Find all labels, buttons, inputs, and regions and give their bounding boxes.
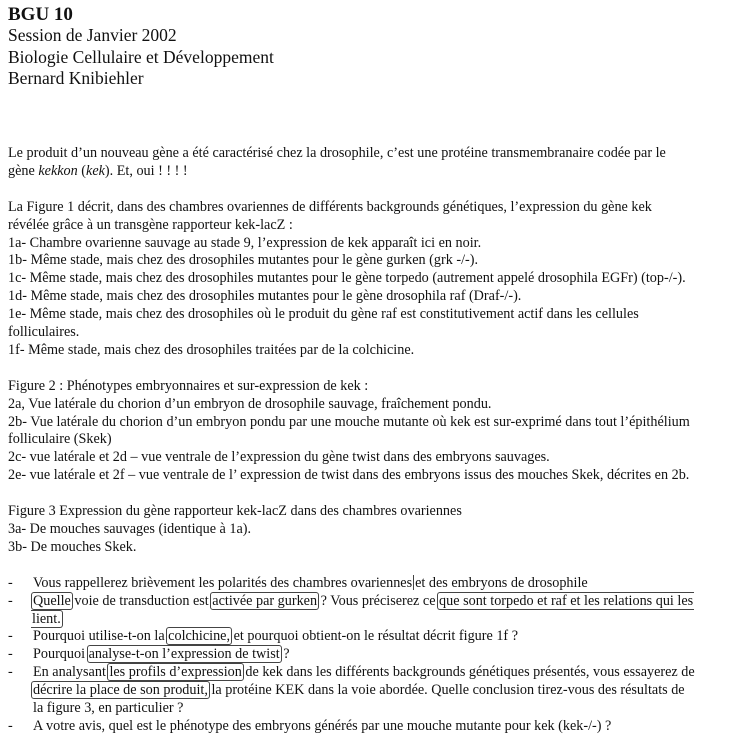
figure-line: 1e- Même stade, mais chez des drosophiles où le produit du gène raf est constitutivement actif dans les cellules [8, 306, 639, 323]
figure-line: 3a- De mouches sauvages (identique à 1a). [8, 520, 252, 537]
figure-line: 2c- vue latérale et 2d – vue ventrale de l’expression du gène twist dans des embryons sauvages. [8, 449, 550, 466]
figure-line: 1f- Même stade, mais chez des drosophiles traitées par de la colchicine. [8, 341, 415, 358]
bullet-dash: - [8, 717, 13, 734]
figure-line: 1c- Même stade, mais chez des drosophiles mutantes pour le gène torpedo (autrement appelé drosophila EGFr) (top-/-). [8, 270, 686, 287]
handwritten-highlight: Quelle [33, 592, 71, 609]
figure-line: 3b- De mouches Skek. [8, 538, 137, 555]
figure-line: 1d- Même stade, mais chez des drosophiles mutantes pour le gène drosophila raf (Draf-/-). [8, 288, 522, 305]
figure-line: révélée grâce à un transgène rapporteur kek-lacZ : [8, 216, 293, 233]
document-header [8, 4, 274, 90]
handwritten-highlight: les profils d’expression [109, 664, 242, 681]
subject-title: Biologie Cellulaire et Développement [8, 46, 274, 67]
author-name: Bernard Knibiehler [8, 68, 144, 88]
bullet-dash: - [8, 574, 13, 591]
bullet-dash: - [8, 646, 13, 663]
question-item: - A votre avis, quel est le phénotype des embryons générés par une mouche mutante pour kek (kek-/-) ? [8, 717, 612, 734]
figure-line: folliculaires. [8, 324, 80, 341]
handwritten-mark [413, 575, 414, 590]
question-item: - Quelle voie de transduction est activée par gurken ? Vous préciserez ce que sont torpedo et raf et les relations qui les [8, 592, 694, 609]
bullet-dash: - [8, 664, 13, 681]
handwritten-highlight: lient. [32, 610, 61, 627]
gene-abbreviation: kek [86, 162, 105, 179]
figure-1-description [8, 199, 746, 360]
handwritten-highlight: décrire la place de son produit, [33, 682, 208, 699]
figure-3-description [8, 503, 746, 557]
figure-2-description [8, 378, 746, 485]
bullet-dash: - [8, 628, 13, 645]
intro-line: gène kekkon (kek). Et, oui ! ! ! ! [8, 162, 188, 179]
question-continuation: décrire la place de son produit, la protéine KEK dans la voie abordée. Quelle conclusion tirez-vous des résultats de [33, 682, 685, 699]
handwritten-highlight: colchicine, [168, 628, 231, 645]
figure-line: La Figure 1 décrit, dans des chambres ovariennes de différents backgrounds génétiques, l’expression du gène kek [8, 198, 652, 215]
exam-body [8, 145, 746, 736]
bullet-dash: - [8, 592, 13, 609]
figure-line: 2e- vue latérale et 2f – vue ventrale de l’ expression de twist dans des embryons issus des mouches Skek, décrites en 2b. [8, 467, 690, 484]
questions-list [8, 575, 746, 736]
figure-line: folliculaire (Skek) [8, 431, 112, 448]
figure-line: Figure 2 : Phénotypes embryonnaires et sur-expression de kek : [8, 377, 369, 394]
question-item: - Pourquoi analyse-t-on l’expression de twist ? [8, 646, 290, 663]
gene-name: kekkon [38, 162, 78, 179]
intro-line: Le produit d’un nouveau gène a été caractérisé chez la drosophile, c’est une protéine transmembranaire codée par le [8, 145, 666, 161]
figure-line: 2a, Vue latérale du chorion d’un embryon de drosophile sauvage, fraîchement pondu. [8, 395, 492, 412]
figure-line: 1b- Même stade, mais chez des drosophiles mutantes pour le gène gurken (grk -/-). [8, 252, 479, 269]
figure-line: Figure 3 Expression du gène rapporteur kek-lacZ dans des chambres ovariennes [8, 503, 462, 520]
question-item: - Pourquoi utilise-t-on la colchicine, et pourquoi obtient-on le résultat décrit figure 1f ? [8, 628, 519, 645]
handwritten-highlight: analyse-t-on l’expression de twist [88, 646, 280, 663]
question-item: - En analysant les profils d’expression de kek dans les différents backgrounds génétiques présentés, vous essayerez de [8, 664, 695, 681]
handwritten-highlight: activée par gurken [212, 592, 318, 609]
course-code: BGU 10 [8, 4, 73, 25]
question-continuation: la figure 3, en particulier ? [33, 700, 184, 717]
handwritten-highlight: que sont torpedo et raf et les relations qui les [439, 592, 694, 609]
question-continuation [8, 611, 746, 629]
figure-line: 2b- Vue latérale du chorion d’un embryon pondu par une mouche mutante où kek est sur-exprimé dans tout l’épithélium [8, 413, 690, 430]
figure-line: 1a- Chambre ovarienne sauvage au stade 9, l’expression de kek apparaît ici en noir. [8, 234, 482, 251]
question-item: - Vous rappellerez brièvement les polarités des chambres ovariennes et des embryons de drosophile [8, 574, 588, 591]
session-date: Session de Janvier 2002 [8, 25, 177, 45]
